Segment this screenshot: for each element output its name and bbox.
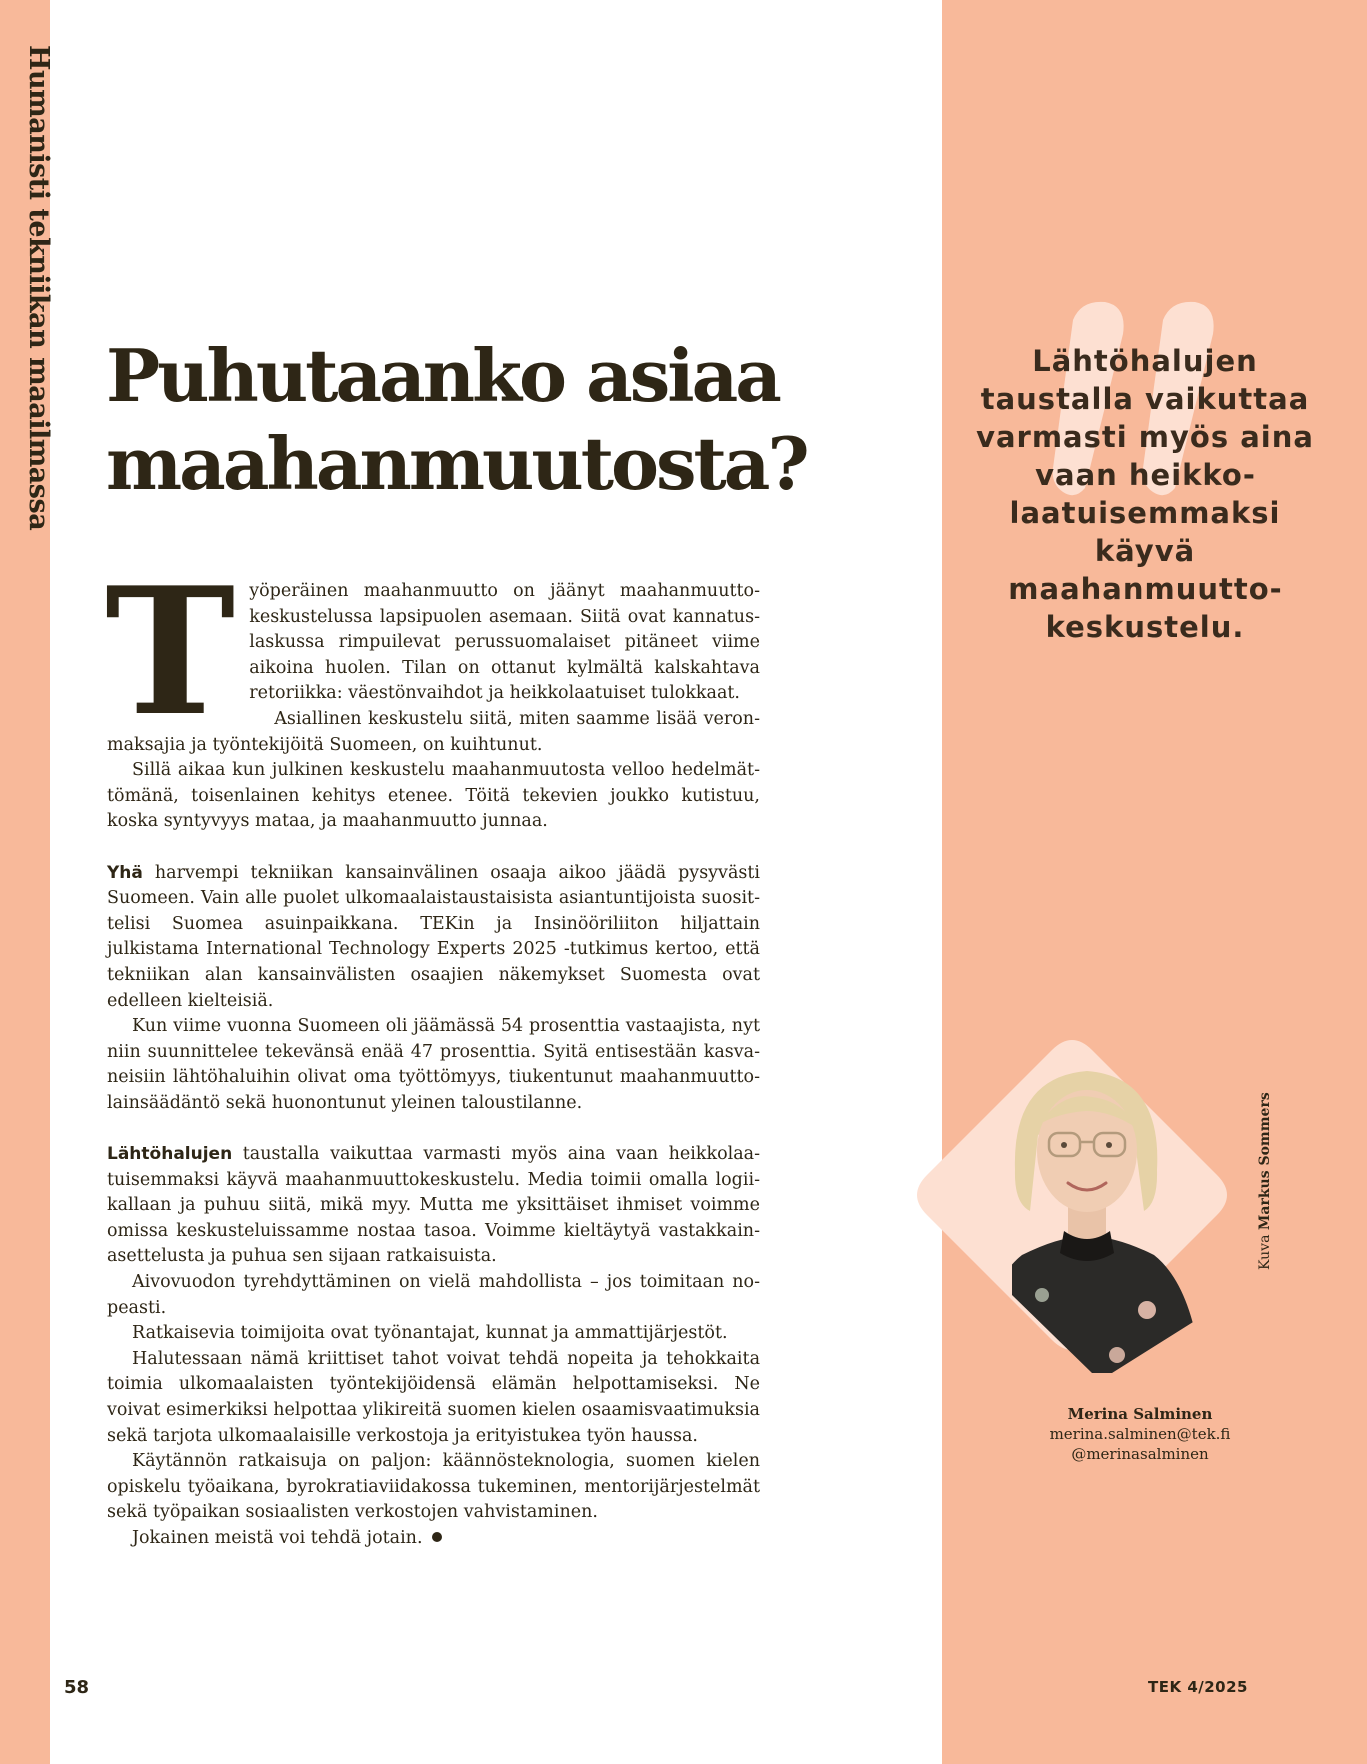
issue-label: TEK 4/2025 [1148,1678,1248,1696]
author-email: merina.salminen@tek.fi [1049,1425,1231,1443]
page-number: 58 [64,1677,90,1698]
article-body [105,550,760,1552]
author-block [990,1404,1290,1464]
author-name: Merina Salminen [1067,1405,1213,1423]
article-headline [106,332,926,508]
body-paragraph: Ratkaisevia toimijoita ovat työnantajat, kunnat ja ammattijärjestöt. [132,1323,728,1344]
paragraph-text: Jokainen meistä voi tehdä jotain. [132,1527,423,1548]
body-paragraph: Halutessaan nämä kriittiset tahot voivat tehdä nopeita ja tehokkaita toimia ulkomaalaisten työntekijöidensä elämän helpottamiseksi. Ne voivat esimerkiksi helpottaa ylikireitä suomen kielen osaamisvaatimuksia sekä tarjota ulkomaalaisille verkostoja ja erityistukea työn haussa. [107,1348,760,1446]
author-portrait [892,1025,1252,1375]
body-paragraph: Käytännön ratkaisuja on paljon: käännösteknologia, suomen kielen opiskelu työaikana, byrokratiaviidakossa tukeminen, mentorijärjestelmät sekä työpaikan sosiaalisten verkostojen vahvistaminen. [107,1451,760,1523]
pull-quote: Lähtöhalujen taustalla vaikuttaa varmasti myös aina vaan heikkolaatuisemmaksi käyvä maahanmuuttokeskustelu. [976,344,1314,644]
body-paragraph: Kun viime vuonna Suomeen oli jäämässä 54 prosenttia vastaajista, nyt niin suunnittelee tekevänsä enää 47 prosenttia. Syitä entisestään kasvaneisiin lähtöhaluihin olivat oma työttömyys, tiukentunut maahanmuuttolainsäädäntö sekä huonontunut yleinen taloustilanne. [107,1016,760,1113]
right-side-panel [942,0,1367,1764]
body-paragraph: Aivovuodon tyrehdyttäminen on vielä mahdollista – jos toimitaan nopeasti. [107,1272,760,1318]
drop-cap: T [105,550,236,755]
photographer-name: Markus Sommers [1257,1092,1273,1231]
body-paragraph: yöperäinen maahanmuutto on jäänyt maahanmuuttokeskustelussa lapsipuolen asemaan. Siitä ovat kannatuslaskussa rimpuilevat perussuomalaiset pitäneet viime aikoina huolen. Tilan on ottanut kylmältä kalskahtava retoriikka: väestönvaihdot ja heikkolaatuiset tulokkaat. [249,581,760,704]
paragraph-lead-word: Lähtöhalujen [107,1144,233,1165]
author-social-handle: @merinasalminen [1071,1445,1209,1463]
body-paragraph [107,861,760,1015]
body-paragraph: Asiallinen keskustelu siitä, miten saamme lisää veronmaksajia ja työntekijöitä Suomeen, on kuihtunut. [107,708,760,755]
body-paragraph [107,1526,760,1552]
paragraph-text: taustalla vaikuttaa varmasti myös aina vaan heikkolaatuisemmaksi käyvä maahanmuuttokeskustelu. Media toimii omalla logiikallaan ja puhuu siitä, mikä myy. Mutta me yksittäiset ihmiset voimme omissa keskusteluissamme nostaa tasoa. Voimme kieltäytyä vastakkainasettelusta ja puhua sen sijaan ratkaisuista. [107,1144,760,1267]
end-mark-icon [432,1532,442,1542]
photo-credit [1257,1090,1277,1270]
section-label: Humanisti tekniikan maailmassa [23,45,54,531]
body-paragraph [107,1142,760,1270]
paragraph-text: harvempi tekniikan kansainvälinen osaaja aikoo jäädä pysyvästi Suomeen. Vain alle puolet ulkomaalaistaustaisista asiantuntijoista suosittelisi Suomea asuinpaikkana. TEKin ja Insinööriliiton hiljattain julkistama International Technology Experts 2025 -tutkimus kertoo, että tekniikan alan kansainvälisten osaajien näkemykset Suomesta ovat edelleen kielteisiä. [107,862,760,1011]
headline-line-2: maahanmuutosta? [106,421,807,506]
headline-line-1: Puhutaanko asiaa [106,333,779,418]
photo-credit-prefix: Kuva [1257,1234,1273,1270]
body-paragraph: Sillä aikaa kun julkinen keskustelu maahanmuutosta velloo hedelmättömänä, toisenlainen kehitys etenee. Töitä tekevien joukko kutistuu, koska syntyvyys mataa, ja maahanmuutto junnaa. [107,760,760,832]
paragraph-lead-word: Yhä [107,862,143,883]
